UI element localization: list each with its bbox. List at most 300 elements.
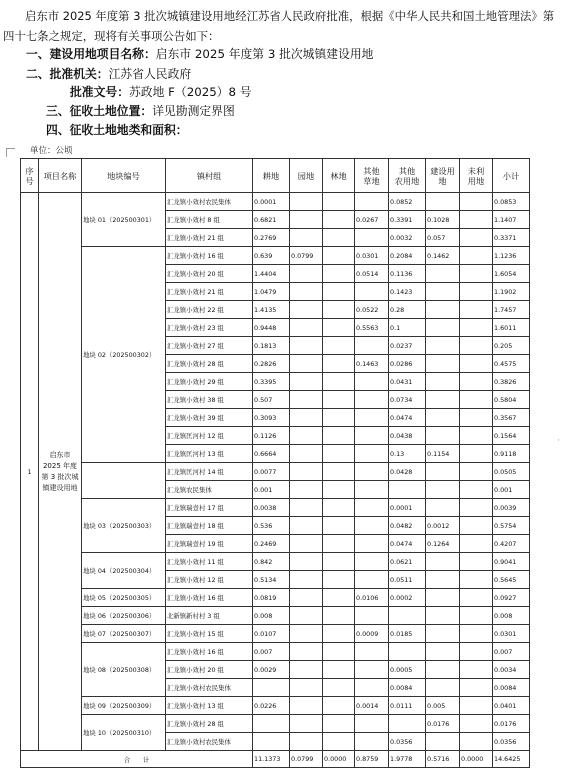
plot-id-cell: 地块 01（202500301） [82, 193, 166, 247]
village-group-cell: 汇龙镇小效村 11 组 [166, 553, 253, 571]
forest-cell [323, 553, 355, 571]
forest-cell [323, 445, 355, 463]
garden-cell [290, 193, 323, 211]
total-construction-cell: 0.5716 [426, 751, 460, 768]
total-subtotal-cell: 14.6425 [493, 751, 530, 768]
other-grass-cell [355, 193, 389, 211]
unused-cell [460, 265, 493, 283]
subtotal-cell: 1.1236 [493, 247, 530, 265]
garden-cell [290, 571, 323, 589]
other-agri-cell [389, 715, 426, 733]
other-grass-cell: 0.0106 [355, 589, 389, 607]
forest-cell [323, 211, 355, 229]
plot-id-cell: 地块 07（202500307） [82, 625, 166, 643]
garden-cell [290, 661, 323, 679]
section-approval-authority-label: 二、批准机关： [26, 67, 109, 81]
village-group-cell: 汇龙镇小效村 28 组 [166, 715, 253, 733]
subtotal-cell: 1.6011 [493, 319, 530, 337]
other-agri-cell: 0.13 [389, 445, 426, 463]
forest-cell [323, 373, 355, 391]
other-grass-cell [355, 229, 389, 247]
unused-cell [460, 715, 493, 733]
other-grass-cell: 0.0522 [355, 301, 389, 319]
construction-cell [426, 193, 460, 211]
plot-id-cell: 地块 06（202500306） [82, 607, 166, 625]
subtotal-cell: 1.1407 [493, 211, 530, 229]
forest-cell [323, 643, 355, 661]
village-group-cell: 汇龙镇小效村 39 组 [166, 409, 253, 427]
village-group-cell: 汇龙镇小效村 15 组 [166, 625, 253, 643]
total-forest-cell: 0.0000 [323, 751, 355, 768]
forest-cell [323, 337, 355, 355]
garden-cell: 0.0799 [290, 247, 323, 265]
total-other-grass-cell: 0.8759 [355, 751, 389, 768]
construction-cell [426, 355, 460, 373]
table-header-cell: 地块编号 [82, 159, 166, 193]
section-approval-number-value: 苏政地 F（2025）8 号 [129, 85, 252, 99]
unused-cell [460, 517, 493, 535]
garden-cell [290, 517, 323, 535]
subtotal-cell: 0.0927 [493, 589, 530, 607]
plot-id-cell: 地块 10（202500310） [82, 715, 166, 751]
section-approval-number-label: 批准文号： [70, 85, 129, 99]
forest-cell [323, 697, 355, 715]
seq-cell: 1 [21, 193, 39, 751]
plot-id-cell: 地块 03（202500303） [82, 499, 166, 553]
arable-cell: 0.507 [253, 391, 290, 409]
village-group-cell: 汇龙镇小效村农民集体 [166, 733, 253, 751]
construction-cell: 0.1462 [426, 247, 460, 265]
forest-cell [323, 409, 355, 427]
unused-cell [460, 283, 493, 301]
construction-cell [426, 463, 460, 481]
unused-cell [460, 427, 493, 445]
village-group-cell: 汇龙镇小效村 27 组 [166, 337, 253, 355]
table-row [21, 589, 530, 607]
other-agri-cell: 0.0005 [389, 661, 426, 679]
unused-cell [460, 481, 493, 499]
plot-id-cell: 地块 04（202500304） [82, 553, 166, 589]
unused-cell [460, 193, 493, 211]
village-group-cell: 汇龙镇小效村农民集体 [166, 679, 253, 697]
table-header-cell: 未利 用地 [460, 159, 493, 193]
subtotal-cell: 0.5645 [493, 571, 530, 589]
village-group-cell: 汇龙镇匡河村 13 组 [166, 445, 253, 463]
construction-cell: 0.1154 [426, 445, 460, 463]
other-grass-cell [355, 427, 389, 445]
other-grass-cell [355, 679, 389, 697]
garden-cell [290, 211, 323, 229]
subtotal-cell: 0.4207 [493, 535, 530, 553]
subtotal-cell: 0.3826 [493, 373, 530, 391]
construction-cell: 0.005 [426, 697, 460, 715]
table-header-cell: 其他 农用地 [389, 159, 426, 193]
table-total-row [21, 751, 530, 768]
other-grass-cell [355, 445, 389, 463]
construction-cell [426, 661, 460, 679]
subtotal-cell: 0.5804 [493, 391, 530, 409]
section-land-types-label: 四、征收土地地类和面积： [46, 123, 188, 137]
forest-cell [323, 481, 355, 499]
subtotal-cell: 0.0853 [493, 193, 530, 211]
section-land-location [46, 103, 235, 119]
table-header-cell: 项目名称 [39, 159, 82, 193]
arable-cell: 0.6821 [253, 211, 290, 229]
arable-cell: 0.3093 [253, 409, 290, 427]
garden-cell [290, 373, 323, 391]
unused-cell [460, 535, 493, 553]
table-header-cell: 建设用 地 [426, 159, 460, 193]
village-group-cell: 北新镇新村村 3 组 [166, 607, 253, 625]
garden-cell [290, 679, 323, 697]
subtotal-cell: 0.3567 [493, 409, 530, 427]
table-row [21, 607, 530, 625]
other-grass-cell [355, 463, 389, 481]
other-agri-cell: 0.0431 [389, 373, 426, 391]
other-grass-cell [355, 481, 389, 499]
subtotal-cell: 0.1564 [493, 427, 530, 445]
other-agri-cell: 0.28 [389, 301, 426, 319]
village-group-cell: 汇龙镇小效村 22 组 [166, 301, 253, 319]
subtotal-cell: 1.6054 [493, 265, 530, 283]
construction-cell [426, 607, 460, 625]
unused-cell [460, 391, 493, 409]
other-grass-cell: 0.0009 [355, 625, 389, 643]
section-approval-authority [26, 66, 191, 82]
other-agri-cell: 0.0474 [389, 535, 426, 553]
construction-cell [426, 319, 460, 337]
total-label-cell: 合 计 [21, 751, 253, 768]
construction-cell [426, 643, 460, 661]
section-land-types [46, 122, 188, 138]
village-group-cell: 汇龙镇小效村 23 组 [166, 319, 253, 337]
other-agri-cell: 0.0001 [389, 499, 426, 517]
garden-cell [290, 499, 323, 517]
other-grass-cell [355, 409, 389, 427]
construction-cell [426, 427, 460, 445]
other-agri-cell: 0.0852 [389, 193, 426, 211]
arable-cell: 1.0479 [253, 283, 290, 301]
subtotal-cell: 0.5754 [493, 517, 530, 535]
construction-cell [426, 283, 460, 301]
other-agri-cell: 0.0286 [389, 355, 426, 373]
unused-cell [460, 319, 493, 337]
garden-cell [290, 697, 323, 715]
unused-cell [460, 463, 493, 481]
corner-mark [6, 148, 15, 157]
other-grass-cell [355, 535, 389, 553]
arable-cell: 0.007 [253, 643, 290, 661]
construction-cell [426, 589, 460, 607]
other-grass-cell [355, 373, 389, 391]
arable-cell: 0.6664 [253, 445, 290, 463]
construction-cell [426, 265, 460, 283]
arable-cell: 0.3395 [253, 373, 290, 391]
forest-cell [323, 193, 355, 211]
forest-cell [323, 535, 355, 553]
arable-cell: 0.0038 [253, 499, 290, 517]
unused-cell [460, 625, 493, 643]
arable-cell: 0.008 [253, 607, 290, 625]
arable-cell: 0.0029 [253, 661, 290, 679]
forest-cell [323, 607, 355, 625]
section-land-location-label: 三、征收土地位置： [46, 104, 153, 118]
arable-cell: 1.4135 [253, 301, 290, 319]
arable-cell: 0.2826 [253, 355, 290, 373]
forest-cell [323, 427, 355, 445]
construction-cell [426, 391, 460, 409]
construction-cell [426, 625, 460, 643]
unused-cell [460, 571, 493, 589]
other-agri-cell: 0.0482 [389, 517, 426, 535]
garden-cell [290, 445, 323, 463]
total-other-agri-cell: 1.9778 [389, 751, 426, 768]
table-row [21, 193, 530, 211]
village-group-cell: 汇龙镇小效村 21 组 [166, 283, 253, 301]
forest-cell [323, 517, 355, 535]
village-group-cell: 汇龙镇小效村 8 组 [166, 211, 253, 229]
construction-cell [426, 373, 460, 391]
table-row [21, 247, 530, 265]
section-approval-authority-value: 江苏省人民政府 [108, 67, 192, 81]
forest-cell [323, 679, 355, 697]
subtotal-cell: 0.0084 [493, 679, 530, 697]
unused-cell [460, 445, 493, 463]
forest-cell [323, 571, 355, 589]
construction-cell [426, 409, 460, 427]
subtotal-cell: 0.0039 [493, 499, 530, 517]
table-row [21, 553, 530, 571]
construction-cell [426, 553, 460, 571]
other-agri-cell: 0.0621 [389, 553, 426, 571]
unused-cell [460, 661, 493, 679]
edge-mark: · [557, 436, 560, 446]
other-grass-cell: 0.1463 [355, 355, 389, 373]
other-agri-cell: 0.1423 [389, 283, 426, 301]
other-agri-cell: 0.0032 [389, 229, 426, 247]
arable-cell: 0.9448 [253, 319, 290, 337]
other-agri-cell: 0.0237 [389, 337, 426, 355]
table-header-cell: 镇村组 [166, 159, 253, 193]
table-header-row [21, 159, 530, 193]
other-grass-cell [355, 643, 389, 661]
other-agri-cell: 0.2084 [389, 247, 426, 265]
total-arable-cell: 11.1373 [253, 751, 290, 768]
forest-cell [323, 229, 355, 247]
forest-cell [323, 499, 355, 517]
unused-cell [460, 211, 493, 229]
other-grass-cell [355, 661, 389, 679]
other-grass-cell: 0.0301 [355, 247, 389, 265]
forest-cell [323, 265, 355, 283]
other-agri-cell: 0.1136 [389, 265, 426, 283]
subtotal-cell: 0.0034 [493, 661, 530, 679]
garden-cell [290, 427, 323, 445]
other-agri-cell: 0.0734 [389, 391, 426, 409]
construction-cell [426, 679, 460, 697]
arable-cell: 0.0819 [253, 589, 290, 607]
forest-cell [323, 391, 355, 409]
table-row [21, 463, 530, 481]
construction-cell [426, 481, 460, 499]
plot-id-cell: 地块 08（202500308） [82, 643, 166, 697]
arable-cell: 0.001 [253, 481, 290, 499]
other-grass-cell: 0.0267 [355, 211, 389, 229]
arable-cell: 0.842 [253, 553, 290, 571]
unused-cell [460, 229, 493, 247]
village-group-cell: 汇龙镇匡河村 14 组 [166, 463, 253, 481]
arable-cell: 0.1813 [253, 337, 290, 355]
arable-cell: 0.1126 [253, 427, 290, 445]
subtotal-cell: 0.205 [493, 337, 530, 355]
other-grass-cell [355, 571, 389, 589]
section-approval-number [70, 84, 252, 100]
garden-cell [290, 463, 323, 481]
garden-cell [290, 265, 323, 283]
construction-cell [426, 499, 460, 517]
other-grass-cell: 0.0014 [355, 697, 389, 715]
other-agri-cell: 0.0511 [389, 571, 426, 589]
forest-cell [323, 463, 355, 481]
garden-cell [290, 553, 323, 571]
unused-cell [460, 409, 493, 427]
plot-id-cell [82, 463, 166, 499]
other-agri-cell: 0.0474 [389, 409, 426, 427]
unused-cell [460, 499, 493, 517]
plot-id-cell: 地块 09（202500309） [82, 697, 166, 715]
subtotal-cell: 0.0505 [493, 463, 530, 481]
section-project-name [26, 46, 373, 62]
forest-cell [323, 355, 355, 373]
village-group-cell: 汇龙镇瑞壹村 18 组 [166, 517, 253, 535]
village-group-cell: 汇龙镇匡河村 12 组 [166, 427, 253, 445]
arable-cell: 0.536 [253, 517, 290, 535]
subtotal-cell: 0.001 [493, 481, 530, 499]
unused-cell [460, 301, 493, 319]
garden-cell [290, 229, 323, 247]
other-grass-cell [355, 337, 389, 355]
subtotal-cell: 0.0401 [493, 697, 530, 715]
construction-cell: 0.1028 [426, 211, 460, 229]
other-agri-cell [389, 481, 426, 499]
subtotal-cell: 1.7457 [493, 301, 530, 319]
other-grass-cell: 0.0514 [355, 265, 389, 283]
garden-cell [290, 643, 323, 661]
other-agri-cell [389, 643, 426, 661]
arable-cell: 0.0001 [253, 193, 290, 211]
subtotal-cell: 0.9041 [493, 553, 530, 571]
garden-cell [290, 337, 323, 355]
other-grass-cell [355, 715, 389, 733]
plot-id-cell: 地块 05（202500305） [82, 589, 166, 607]
plot-id-cell: 地块 02（202500302） [82, 247, 166, 463]
other-agri-cell [389, 607, 426, 625]
other-grass-cell: 0.5563 [355, 319, 389, 337]
village-group-cell: 汇龙镇小效村 28 组 [166, 355, 253, 373]
garden-cell [290, 481, 323, 499]
village-group-cell: 汇龙镇小效村 16 组 [166, 247, 253, 265]
other-grass-cell [355, 391, 389, 409]
table-header-cell: 园地 [290, 159, 323, 193]
total-garden-cell: 0.0799 [290, 751, 323, 768]
garden-cell [290, 391, 323, 409]
village-group-cell: 汇龙镇小效村 20 组 [166, 661, 253, 679]
garden-cell [290, 715, 323, 733]
table-row [21, 625, 530, 643]
other-agri-cell: 0.0084 [389, 679, 426, 697]
forest-cell [323, 625, 355, 643]
construction-cell: 0.057 [426, 229, 460, 247]
subtotal-cell: 0.007 [493, 643, 530, 661]
subtotal-cell: 0.008 [493, 607, 530, 625]
arable-cell: 0.2769 [253, 229, 290, 247]
village-group-cell: 汇龙镇小效村 16 组 [166, 589, 253, 607]
project-name-cell: 启东市 2025 年度第 3 批次城镇建设用地 [39, 193, 82, 751]
garden-cell [290, 409, 323, 427]
unused-cell [460, 247, 493, 265]
land-table-wrapper [20, 158, 530, 768]
village-group-cell: 汇龙镇小效村 12 组 [166, 571, 253, 589]
arable-cell: 0.639 [253, 247, 290, 265]
table-header-cell: 其他 草地 [355, 159, 389, 193]
subtotal-cell: 0.0301 [493, 625, 530, 643]
arable-cell [253, 715, 290, 733]
unused-cell [460, 643, 493, 661]
subtotal-cell: 0.3371 [493, 229, 530, 247]
arable-cell: 0.0226 [253, 697, 290, 715]
section-land-location-value: 详见勘测定界图 [152, 104, 235, 118]
construction-cell [426, 571, 460, 589]
other-grass-cell [355, 283, 389, 301]
forest-cell [323, 715, 355, 733]
unused-cell [460, 589, 493, 607]
table-row [21, 715, 530, 733]
land-table [20, 158, 530, 768]
table-header-cell: 林地 [323, 159, 355, 193]
other-grass-cell [355, 517, 389, 535]
forest-cell [323, 589, 355, 607]
village-group-cell: 汇龙镇农民集体 [166, 481, 253, 499]
total-unused-cell: 0.0000 [460, 751, 493, 768]
other-agri-cell: 0.3391 [389, 211, 426, 229]
village-group-cell: 汇龙镇小效村 29 组 [166, 373, 253, 391]
other-agri-cell: 0.0356 [389, 733, 426, 751]
arable-cell: 0.2469 [253, 535, 290, 553]
garden-cell [290, 607, 323, 625]
garden-cell [290, 319, 323, 337]
garden-cell [290, 283, 323, 301]
section-project-name-value: 启东市 2025 年度第 3 批次城镇建设用地 [155, 47, 374, 61]
other-agri-cell: 0.0185 [389, 625, 426, 643]
forest-cell [323, 247, 355, 265]
unused-cell [460, 679, 493, 697]
other-grass-cell [355, 499, 389, 517]
table-row [21, 499, 530, 517]
other-agri-cell: 0.0002 [389, 589, 426, 607]
forest-cell [323, 661, 355, 679]
arable-cell: 0.0107 [253, 625, 290, 643]
arable-cell: 0.0077 [253, 463, 290, 481]
village-group-cell: 汇龙镇小效村 16 组 [166, 643, 253, 661]
village-group-cell: 汇龙镇小效村 38 组 [166, 391, 253, 409]
arable-cell [253, 679, 290, 697]
garden-cell [290, 301, 323, 319]
forest-cell [323, 283, 355, 301]
garden-cell [290, 589, 323, 607]
unused-cell [460, 337, 493, 355]
other-grass-cell [355, 607, 389, 625]
unused-cell [460, 697, 493, 715]
